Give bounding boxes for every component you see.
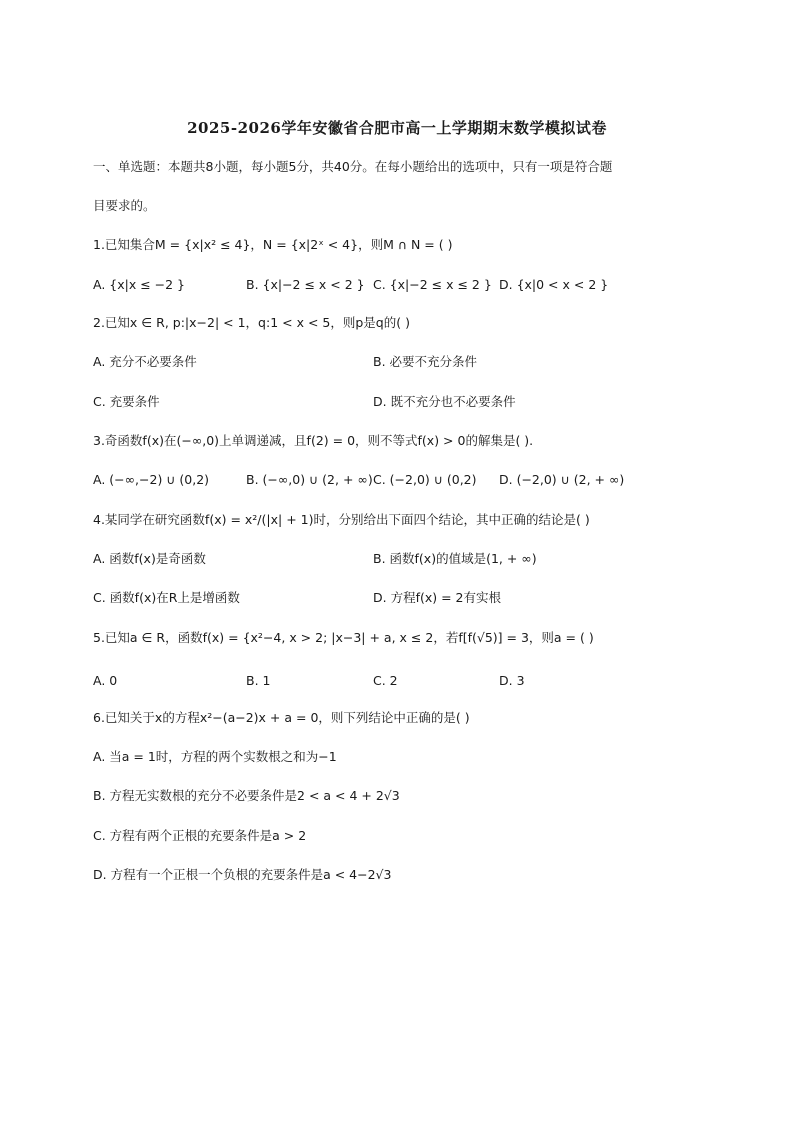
- question-1-option-d: D. {x|0 < x < 2 }: [499, 277, 609, 292]
- question-5-option-d: D. 3: [499, 673, 525, 688]
- question-6-option-c: C. 方程有两个正根的充要条件是a > 2: [93, 828, 307, 843]
- question-1-option-a: A. {x|x ≤ −2 }: [93, 277, 186, 292]
- question-6-stem: 6.已知关于x的方程x²−(a−2)x + a = 0，则下列结论中正确的是( ): [93, 710, 470, 725]
- exam-title: 2025-2026学年安徽省合肥市高一上学期期末数学模拟试卷: [187, 119, 607, 137]
- question-3-option-c: C. (−2,0) ∪ (0,2): [373, 472, 477, 487]
- section-instructions-line1: 一、单选题：本题共8小题，每小题5分，共40分。在每小题给出的选项中，只有一项是符合题: [93, 159, 613, 174]
- question-2-option-b: B. 必要不充分条件: [373, 354, 478, 369]
- question-4-stem: 4.某同学在研究函数f(x) = x²/(|x| + 1)时，分别给出下面四个结论，其中正确的结论是( ): [93, 512, 590, 527]
- question-4-option-d: D. 方程f(x) = 2有实根: [373, 590, 501, 605]
- question-6-option-d: D. 方程有一个正根一个负根的充要条件是a < 4−2√3: [93, 867, 392, 882]
- question-4-option-b: B. 函数f(x)的值域是(1, + ∞): [373, 551, 537, 566]
- question-6-option-a: A. 当a = 1时，方程的两个实数根之和为−1: [93, 749, 337, 764]
- question-4-option-c: C. 函数f(x)在R上是增函数: [93, 590, 240, 605]
- question-5-option-a: A. 0: [93, 673, 118, 688]
- question-1-option-b: B. {x|−2 ≤ x < 2 }: [246, 277, 365, 292]
- question-6-option-b: B. 方程无实数根的充分不必要条件是2 < a < 4 + 2√3: [93, 788, 400, 803]
- question-2-option-d: D. 既不充分也不必要条件: [373, 394, 516, 409]
- question-2-option-a: A. 充分不必要条件: [93, 354, 197, 369]
- question-5-option-c: C. 2: [373, 673, 398, 688]
- question-5-stem: 5.已知a ∈ R，函数f(x) = {x²−4, x > 2; |x−3| + a, x ≤ 2，若f[f(√5)] = 3，则a = ( ): [93, 630, 594, 645]
- question-1-stem: 1.已知集合M = {x|x² ≤ 4}，N = {x|2ˣ < 4}，则M ∩ N = ( ): [93, 237, 453, 252]
- question-3-stem: 3.奇函数f(x)在(−∞,0)上单调递减，且f(2) = 0，则不等式f(x) > 0的解集是( ).: [93, 433, 534, 448]
- question-2-stem: 2.已知x ∈ R, p:|x−2| < 1，q:1 < x < 5，则p是q的( ): [93, 315, 410, 330]
- question-5-option-b: B. 1: [246, 673, 271, 688]
- question-3-option-a: A. (−∞,−2) ∪ (0,2): [93, 472, 210, 487]
- question-2-option-c: C. 充要条件: [93, 394, 160, 409]
- question-3-option-d: D. (−2,0) ∪ (2, + ∞): [499, 472, 625, 487]
- section-instructions-line2: 目要求的。: [93, 198, 156, 213]
- question-1-option-c: C. {x|−2 ≤ x ≤ 2 }: [373, 277, 492, 292]
- question-4-option-a: A. 函数f(x)是奇函数: [93, 551, 206, 566]
- question-3-option-b: B. (−∞,0) ∪ (2, + ∞): [246, 472, 373, 487]
